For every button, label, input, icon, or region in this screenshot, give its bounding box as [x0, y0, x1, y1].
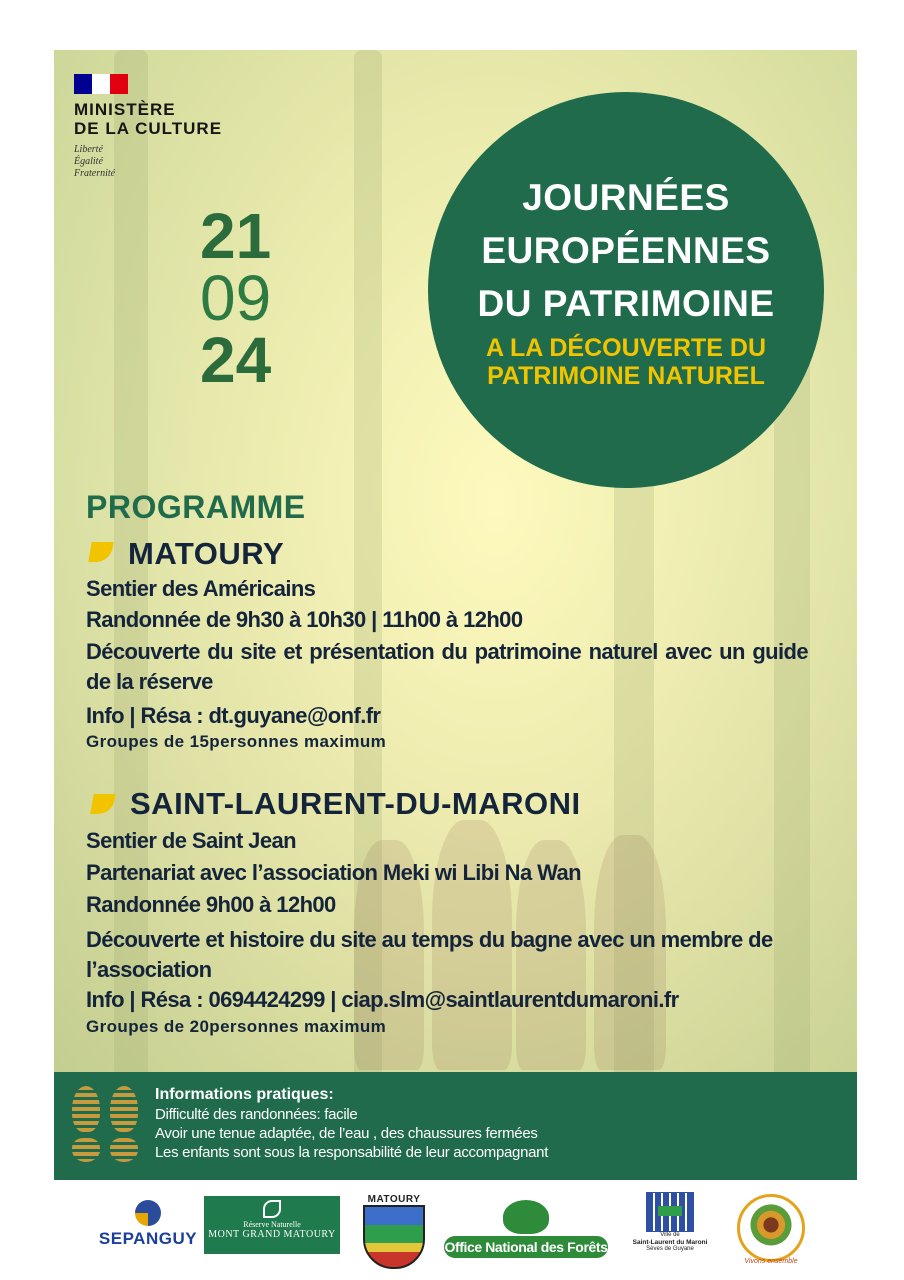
dancers-emblem-icon [737, 1194, 805, 1262]
date-year: 24 [200, 324, 272, 396]
saint-laurent-logo: Ville de Saint-Laurent du Maroni Sèves de Guyane [630, 1192, 710, 1272]
french-flag-icon [74, 74, 128, 94]
tree-icon [503, 1200, 549, 1234]
ministere-title: MINISTÈRE DE LA CULTURE [74, 100, 223, 138]
group-size-note: Groupes de 15personnes maximum [86, 732, 387, 751]
partner-logos [54, 1190, 857, 1276]
date-day: 21 [200, 200, 272, 272]
city-title-matoury: MATOURY [128, 536, 285, 571]
event-description: Découverte du site et présentation du patrimoine naturel avec un guide de la réserve [86, 639, 808, 694]
practical-info-line: Difficulté des randonnées: facile [155, 1106, 358, 1123]
ministere-logo [74, 74, 254, 180]
matoury-crest-logo: MATOURY [360, 1194, 428, 1272]
event-line: Randonnée de 9h30 à 10h30 | 11h00 à 12h00 [86, 607, 523, 632]
event-title: JOURNÉES EUROPÉENNES DU PATRIMOINE [477, 176, 775, 324]
programme-title: PROGRAMME [86, 489, 306, 525]
leaf-icon [263, 1200, 281, 1218]
city-title-saint-laurent: SAINT-LAURENT-DU-MARONI [130, 786, 581, 821]
event-description: Découverte et histoire du site au temps du bagne avec un membre de l’association [86, 927, 773, 982]
event-subtitle: A LA DÉCOUVERTE DU PATRIMOINE NATUREL [485, 333, 767, 390]
coat-of-arms-icon [363, 1205, 425, 1269]
event-date [200, 200, 290, 396]
title-circle [428, 92, 824, 488]
event-line: Sentier de Saint Jean [86, 828, 296, 853]
reserve-mont-grand-matoury-logo: Réserve Naturelle MONT GRAND MATOURY [204, 1196, 340, 1254]
meki-wi-libi-na-wan-logo: Vivons ensemble [732, 1194, 810, 1272]
practical-info [155, 1085, 548, 1162]
practical-info-line: Les enfants sont sous la responsabilité de leur accompagnant [155, 1144, 549, 1161]
event-line: Sentier des Américains [86, 576, 316, 601]
date-month: 09 [200, 262, 272, 334]
practical-info-title: Informations pratiques: [155, 1086, 334, 1103]
event-contact: Info | Résa : dt.guyane@onf.fr [86, 703, 381, 728]
event-line: Randonnée 9h00 à 12h00 [86, 892, 336, 917]
group-size-note: Groupes de 20personnes maximum [86, 1017, 387, 1036]
sepanguy-emblem-icon [135, 1200, 161, 1226]
event-line: Partenariat avec l’association Meki wi Libi Na Wan [86, 860, 581, 885]
devise: Liberté Égalité Fraternité [74, 144, 116, 179]
sepanguy-logo: SEPANGUY [98, 1200, 198, 1264]
practical-info-line: Avoir une tenue adaptée, de l’eau , des chaussures fermées [155, 1125, 538, 1142]
event-contact: Info | Résa : 0694424299 | ciap.slm@saintlaurentdumaroni.fr [86, 987, 679, 1012]
boot-prints-icon [72, 1086, 138, 1162]
onf-logo: Office National des Forêts [444, 1200, 608, 1262]
